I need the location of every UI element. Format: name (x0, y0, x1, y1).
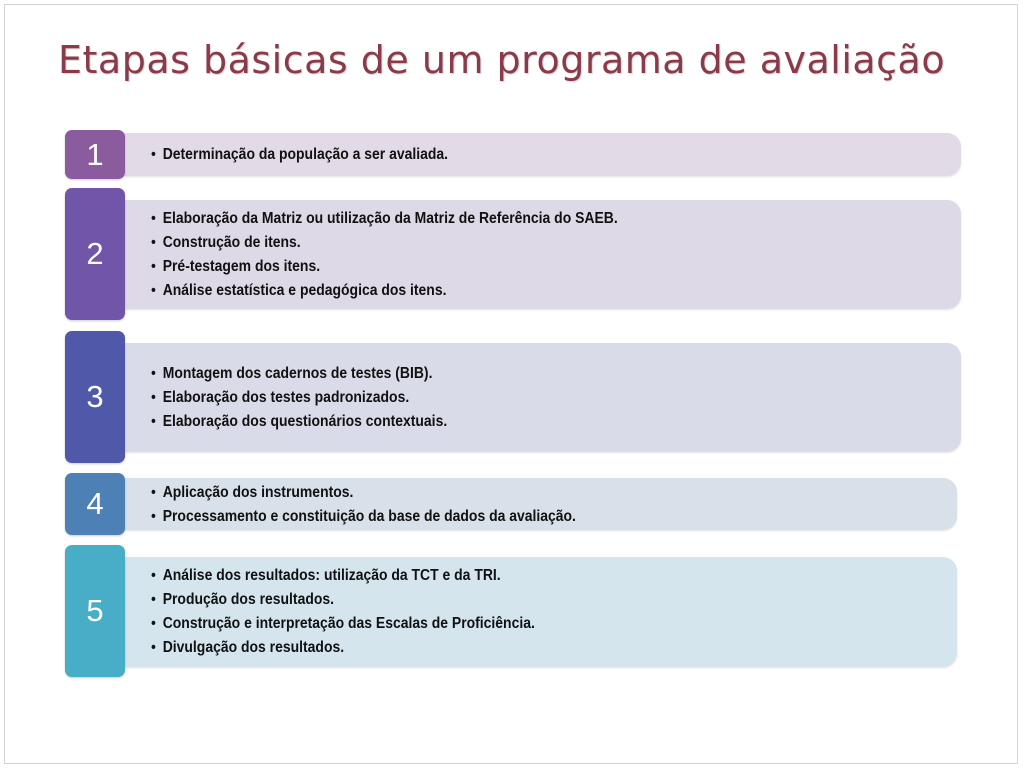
step-content-box (123, 343, 961, 452)
step-items (151, 362, 480, 434)
step-content-box (123, 478, 957, 530)
step-number-badge: 2 (65, 188, 125, 320)
step-items (151, 207, 670, 303)
step-item: • Determinação da população a ser avaliada. (151, 143, 448, 167)
step-item: • Aplicação dos instrumentos. (151, 481, 576, 505)
step-content-box (123, 133, 961, 176)
slide-title: Etapas básicas de um programa de avaliação (58, 38, 946, 82)
step-items (151, 564, 578, 660)
step-item: • Elaboração dos questionários contextuais. (151, 410, 447, 434)
step-number-badge: 5 (65, 545, 125, 677)
step-items (151, 481, 623, 529)
step-content-box (123, 557, 957, 667)
step-1 (65, 130, 961, 179)
step-item: • Análise dos resultados: utilização da TCT e da TRI. (151, 564, 535, 588)
step-item: • Montagem dos cadernos de testes (BIB). (151, 362, 447, 386)
step-item: • Elaboração da Matriz ou utilização da Matriz de Referência do SAEB. (151, 207, 618, 231)
step-items (151, 143, 481, 167)
step-number-badge: 3 (65, 331, 125, 463)
step-3 (65, 331, 961, 463)
step-item: • Construção e interpretação das Escalas de Proficiência. (151, 612, 535, 636)
step-4 (65, 473, 957, 535)
step-item: • Análise estatística e pedagógica dos itens. (151, 279, 618, 303)
step-number-badge: 4 (65, 473, 125, 535)
step-item: • Processamento e constituição da base de dados da avaliação. (151, 505, 576, 529)
step-content-box (123, 200, 961, 309)
step-5 (65, 545, 957, 677)
step-number-badge: 1 (65, 130, 125, 179)
step-2 (65, 188, 961, 320)
step-item: • Pré-testagem dos itens. (151, 255, 618, 279)
step-item: • Construção de itens. (151, 231, 618, 255)
step-item: • Produção dos resultados. (151, 588, 535, 612)
step-item: • Elaboração dos testes padronizados. (151, 386, 447, 410)
step-item: • Divulgação dos resultados. (151, 636, 535, 660)
